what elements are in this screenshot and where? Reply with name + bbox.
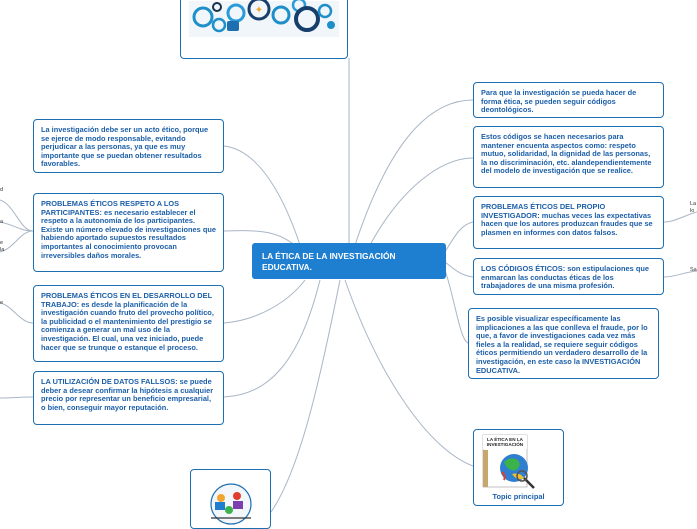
offscreen-fragment: a [0, 219, 4, 225]
link-right-3 [445, 222, 473, 252]
topic-node-left-1[interactable] [33, 119, 224, 173]
globe-book-icon [474, 430, 564, 492]
book-title-line-1: LA ÉTICA EN LA [487, 437, 523, 442]
top-image-node[interactable] [180, 0, 348, 59]
topic-text: PROBLEMAS ÉTICOS EN EL DESARROLLO DEL TRABAJO: es desde la planificación de la investigación cuando fruto del provecho político, la publicidad o el mantenimiento del prestigio se comienza a generar un mal uso de la investigación. El cual, una vez iniciado, puede hacer que se trunque o estanque el proceso. [41, 291, 214, 352]
bottom-image-node[interactable] [190, 469, 271, 529]
topic-node-right-5[interactable] [468, 308, 659, 379]
topic-text: PROBLEMAS ÉTICOS DEL PROPIO INVESTIGADOR: muchas veces las expectativas hacen que los autores produzcan fraudes que se plasmen en informes con datos falsos. [481, 202, 653, 237]
offscreen-fragment: Sa [690, 267, 697, 273]
link-bottom-image [271, 280, 340, 512]
offscreen-fragment: e [0, 300, 4, 306]
topic-principal-caption: Topic principal [492, 492, 545, 501]
central-topic-label: LA ÉTICA DE LA INVESTIGACIÓN EDUCATIVA. [262, 251, 396, 272]
topic-text: Para que la investigación se pueda hacer de forma ética, se pueden seguir códigos deontológicos. [481, 88, 637, 115]
people-illustration-icon [191, 470, 271, 529]
link-right-4 [445, 262, 473, 277]
link-left-1 [224, 146, 300, 245]
topic-node-left-4[interactable] [33, 371, 224, 425]
topic-node-right-1[interactable] [473, 82, 664, 118]
topic-text: La investigación debe ser un acto ético, porque se ejerce de modo responsable, evitando perjudicar a las personas, ya que es muy importante que se puedan obtener resultados favorables. [41, 125, 209, 169]
link-left-4 [224, 280, 320, 397]
offscreen-fragment: e la [0, 240, 5, 253]
book-title-line-2: INVESTIGACIÓN [486, 442, 524, 447]
svg-text:✦: ✦ [254, 5, 264, 16]
topic-principal-image-node[interactable] [473, 429, 564, 506]
gears-icon [181, 0, 348, 59]
topic-text: Es posible visualizar específicamente las implicaciones a las que conlleva el fraude, por lo que, a favor de investigaciones cada vez más fieles a la realidad, se requiere seguir códigos éticos permitiendo un verdadero desarrollo de la investigación, en este caso la INVESTIGACIÓN EDUCATIVA. [476, 314, 648, 375]
link-left-3 [224, 280, 305, 323]
topic-text: LA UTILIZACIÓN DE DATOS FALLSOS: se puede deber a desear confirmar la hipótesis a cualquier precio por representar un beneficio empresarial, o bien, conseguir mayor reputación. [41, 377, 214, 412]
offscreen-fragment: La lo [690, 201, 697, 214]
topic-text: Estos códigos se hacen necesarios para mantener encuenta aspectos como: respeto mutuo, solidaridad, la dignidad de las personas, la no discriminación, etc. alandependientemente del modelo de investigación que se realice. [481, 132, 652, 176]
topic-node-left-2[interactable] [33, 193, 224, 272]
topic-text: LOS CÓDIGOS ÉTICOS: son estipulaciones que enmarcan las conductas éticas de los trabajadores de una misma profesión. [481, 264, 649, 291]
topic-text: PROBLEMAS ÉTICOS RESPETO A LOS PARTICIPANTES: es necesario establecer el respeto a la autonomía de los participantes. Existe un número elevado de investigaciones que habiendo aportado supuestos resultados importantes al conocimiento provocan irreversibles daños morales. [41, 199, 216, 260]
topic-node-left-3[interactable] [33, 285, 224, 362]
topic-node-right-3[interactable] [473, 196, 664, 249]
link-right-1 [355, 100, 473, 245]
offscreen-fragment: d [0, 187, 4, 193]
topic-node-right-4[interactable] [473, 258, 664, 295]
topic-node-right-2[interactable] [473, 126, 664, 188]
link-right-image [345, 280, 473, 466]
central-topic[interactable] [252, 243, 446, 279]
link-right-5 [445, 270, 468, 343]
